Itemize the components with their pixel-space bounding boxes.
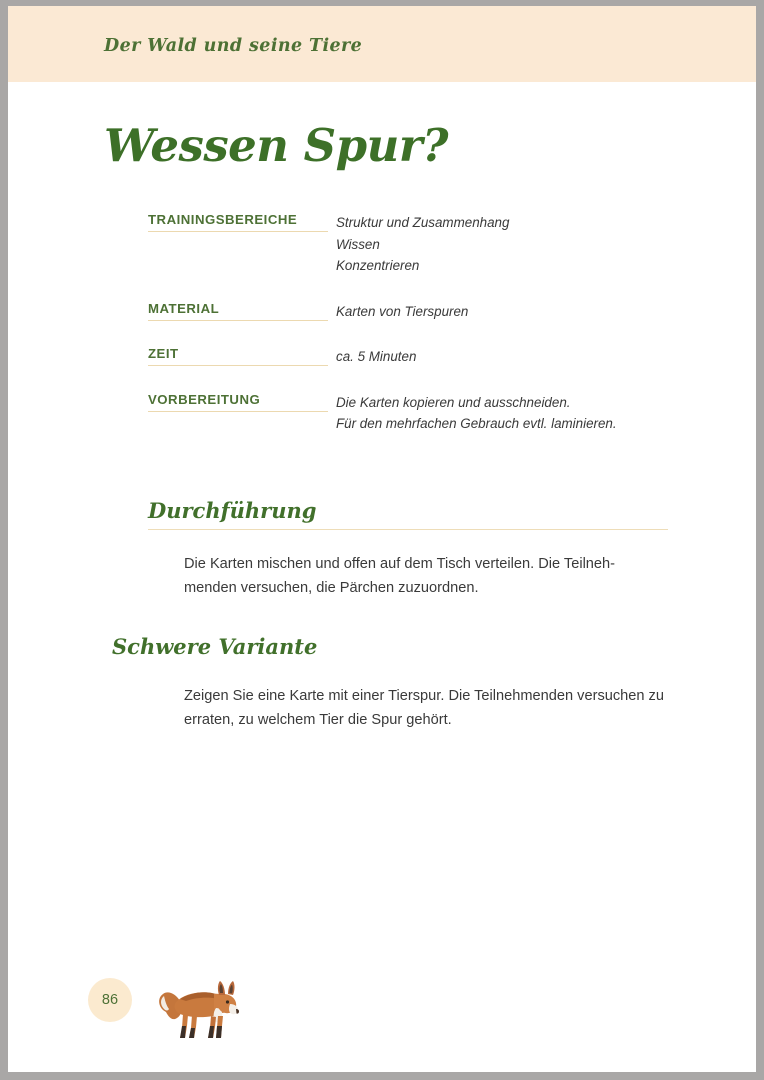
meta-value-cell bbox=[328, 301, 678, 323]
fox-icon bbox=[156, 968, 242, 1046]
meta-label-zeit: ZEIT bbox=[148, 346, 179, 361]
meta-value-cell bbox=[328, 212, 678, 277]
section-schwere-variante bbox=[112, 634, 317, 659]
section-body-durchfuehrung: Die Karten mischen und offen auf dem Tisch verteilen. Die Teilnehmenden versuchen, die Pärchen zuzuordnen. bbox=[184, 556, 616, 596]
table-row bbox=[148, 346, 678, 368]
section-durchfuehrung bbox=[148, 498, 668, 530]
page-number: 86 bbox=[101, 992, 119, 1008]
section-body-schwere-variante: Zeigen Sie eine Karte mit einer Tierspur. Die Teilnehmenden versuchen zu erraten, zu welchem Tier die Spur gehört. bbox=[184, 688, 664, 728]
meta-label-cell bbox=[148, 212, 328, 232]
section-heading-schwere-variante: Schwere Variante bbox=[112, 634, 318, 659]
meta-value-cell bbox=[328, 392, 678, 435]
page-title: Wessen Spur? bbox=[104, 119, 448, 172]
meta-label-cell bbox=[148, 301, 328, 321]
meta-value: Wissen bbox=[336, 236, 380, 252]
meta-label-cell bbox=[148, 392, 328, 412]
meta-value-cell bbox=[328, 346, 678, 368]
page-number-badge bbox=[88, 978, 132, 1022]
meta-label-trainingsbereiche: TRAININGSBEREICHE bbox=[148, 212, 298, 227]
meta-value: Für den mehrfachen Gebrauch evtl. laminieren. bbox=[336, 416, 617, 431]
meta-label-cell bbox=[148, 346, 328, 366]
section-divider bbox=[148, 529, 668, 530]
meta-value: Die Karten kopieren und ausschneiden. bbox=[336, 394, 571, 410]
document-page bbox=[8, 6, 756, 1072]
meta-value: Karten von Tierspuren bbox=[336, 303, 469, 319]
table-row bbox=[148, 212, 678, 277]
chapter-header-title: Der Wald und seine Tiere bbox=[104, 36, 363, 56]
section-heading-durchfuehrung: Durchführung bbox=[148, 498, 317, 523]
meta-value: ca. 5 Minuten bbox=[336, 349, 417, 364]
meta-value: Konzentrieren bbox=[336, 258, 420, 273]
meta-label-vorbereitung: VORBEREITUNG bbox=[148, 391, 261, 407]
table-row bbox=[148, 301, 678, 323]
meta-label-material: MATERIAL bbox=[148, 300, 220, 316]
activity-meta-table bbox=[148, 212, 678, 435]
table-row bbox=[148, 392, 678, 435]
meta-value: Struktur und Zusammenhang bbox=[336, 215, 510, 230]
chapter-header-band bbox=[8, 6, 756, 82]
